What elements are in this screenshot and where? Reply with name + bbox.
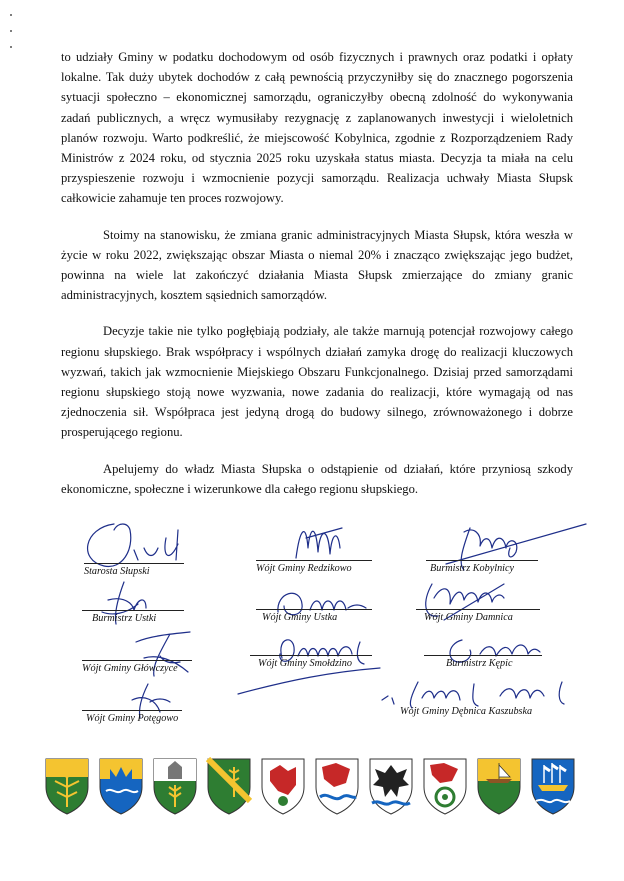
crest-smoldzino (314, 757, 360, 815)
margin-marks (10, 14, 16, 62)
crest-kobylnica (422, 757, 468, 815)
paragraph-3: Decyzje takie nie tylko pogłębiają podziały, ale także marnują potencjał rozwojowy całego regionu słupskiego. Brak współpracy i wspólnych działań zamyka drogę do realizacji kluczowych wyzwań, takich jak wzmocnienie Miejskiego Obszaru Funkcjonalnego. Dzisiaj przed samorządami regionu słupskiego stoją nowe wyzwania, nowe zadania do realizacji, które wymagają od nas zjednoczenia sił. Współpraca jest jedyną drogą do budowy silnego, zrównoważonego i dobrze prosperującego regionu. (61, 324, 573, 440)
signature-starosta-drawing (74, 520, 194, 572)
crest-slupsk-county (368, 757, 414, 815)
signature-redzikowo-drawing (286, 518, 356, 566)
coats-of-arms-row (44, 757, 574, 827)
crest-potegowo (44, 757, 90, 815)
crest-ustka-gmina (476, 757, 522, 815)
crest-damnica (206, 757, 252, 815)
paragraph-1: to udziały Gminy w podatku dochodowym od osób fizycznych i prawnych oraz podatki i opłaty lokalne. Tak duży ubytek dochodów z całą pewnością przyczyniłby się do znacznego pogorszenia sytuacji społeczno – ekonomicznej samorządu, ograniczyłby obecną zdolność do wykonywania zadań publicznych, a wręcz wymusiłaby rezygnację z zaplanowanych inwestycji i wieloletnich planów rozwoju. Warto podkreślić, że miejscowość Kobylnica, zgodnie z Rozporządzeniem Rady Ministrów z 2024 roku, od stycznia 2025 roku uzyskała status miasta. Decyzja ta miała na celu przyspieszenie rozwoju i wzmocnienie pozycji samorządu. Realizacja uchwały Miasta Słupsk całkowicie zahamuje ten proces rozwojowy. (61, 50, 573, 206)
paragraph-4: Apelujemy do władz Miasta Słupska o odstąpienie od działań, które przyniosą szkody ekonomiczne, społeczne i wizerunkowe dla całego regionu słupskiego. (61, 461, 573, 496)
paragraph-2: Stoimy na stanowisku, że zmiana granic administracyjnych Miasta Słupsk, która weszła w życie w roku 2022, zwiększając obszar Miasta o niemal 20% i znacząco zwiększając jego budżet, powinna na wiele lat zakończyć działania Miasta Słupsk zmierzające do zmiany granic administracyjnych, kosztem sąsiednich samorządów. (61, 227, 573, 303)
letter-body (61, 47, 573, 515)
crest-glowczyce (98, 757, 144, 815)
crest-kepice (152, 757, 198, 815)
crest-debnica (260, 757, 306, 815)
crest-ustka-town (530, 757, 576, 815)
